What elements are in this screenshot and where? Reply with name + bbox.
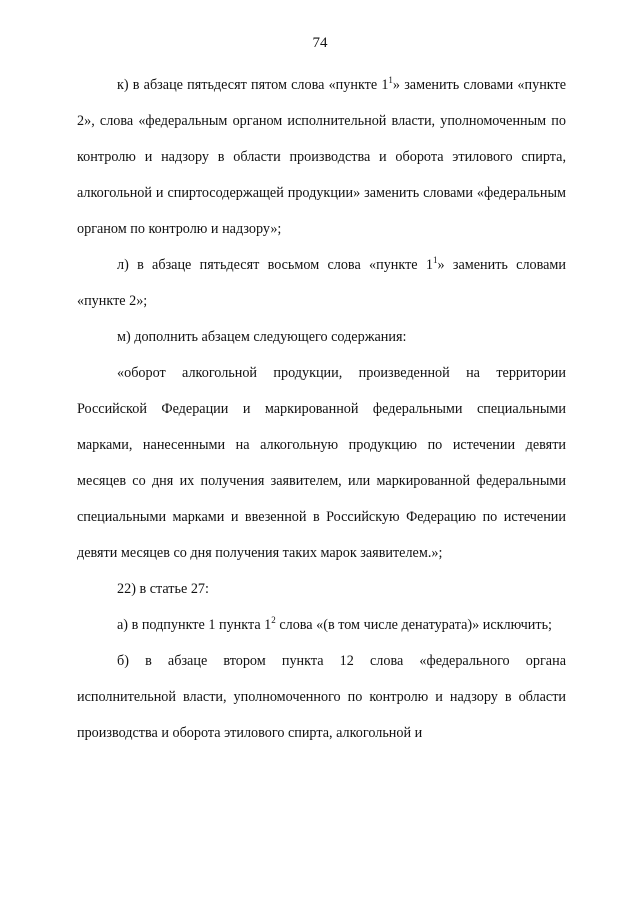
paragraph-text: м) дополнить абзацем следующего содержания: (117, 329, 407, 345)
paragraph-text: » заменить словами «пункте 2», слова «федеральным органом исполнительной власти, уполномоченным по контролю и надзору в области производства и оборота этилового спирта, алкогольной и спиртосодержащей продукции» заменить словами «федеральным органом по контролю и надзору»; (77, 77, 566, 237)
paragraph-m (77, 319, 566, 355)
paragraph-article-27 (77, 571, 566, 607)
paragraph-text: слова «(в том числе денатурата)» исключить; (275, 617, 552, 633)
superscript: 1 (432, 255, 438, 265)
superscript: 1 (388, 75, 393, 85)
paragraph-quoted-addition (77, 355, 566, 571)
paragraph-text: б) в абзаце втором пункта 12 слова «федерального органа исполнительной власти, уполномоченного по контролю и надзору в области производства и оборота этилового спирта, алкогольной и (77, 653, 566, 741)
paragraph-l (77, 247, 566, 319)
paragraph-b (77, 643, 566, 751)
paragraph-text: 22) в статье 27: (117, 581, 209, 597)
paragraph-text: «оборот алкогольной продукции, произведенной на территории Российской Федерации и маркированной федеральными специальными марками, нанесенными на алкогольную продукцию по истечении девяти месяцев со дня их получения заявителем, или маркированной федеральными специальными марками и ввезенной в Российскую Федерацию по истечении девяти месяцев со дня получения таких марок заявителем.»; (77, 365, 566, 561)
superscript: 2 (271, 615, 276, 625)
page-number: 74 (312, 35, 328, 51)
paragraph-text: » заменить словами «пункте 2»; (77, 257, 566, 309)
paragraph-text: а) в подпункте 1 пункта 1 (117, 617, 272, 633)
paragraph-text: к) в абзаце пятьдесят пятом слова «пункте 1 (117, 77, 389, 93)
paragraph-a (77, 607, 566, 643)
paragraph-k (77, 67, 566, 247)
paragraph-text: л) в абзаце пятьдесят восьмом слова «пункте 1 (117, 257, 433, 273)
document-body (77, 67, 566, 751)
